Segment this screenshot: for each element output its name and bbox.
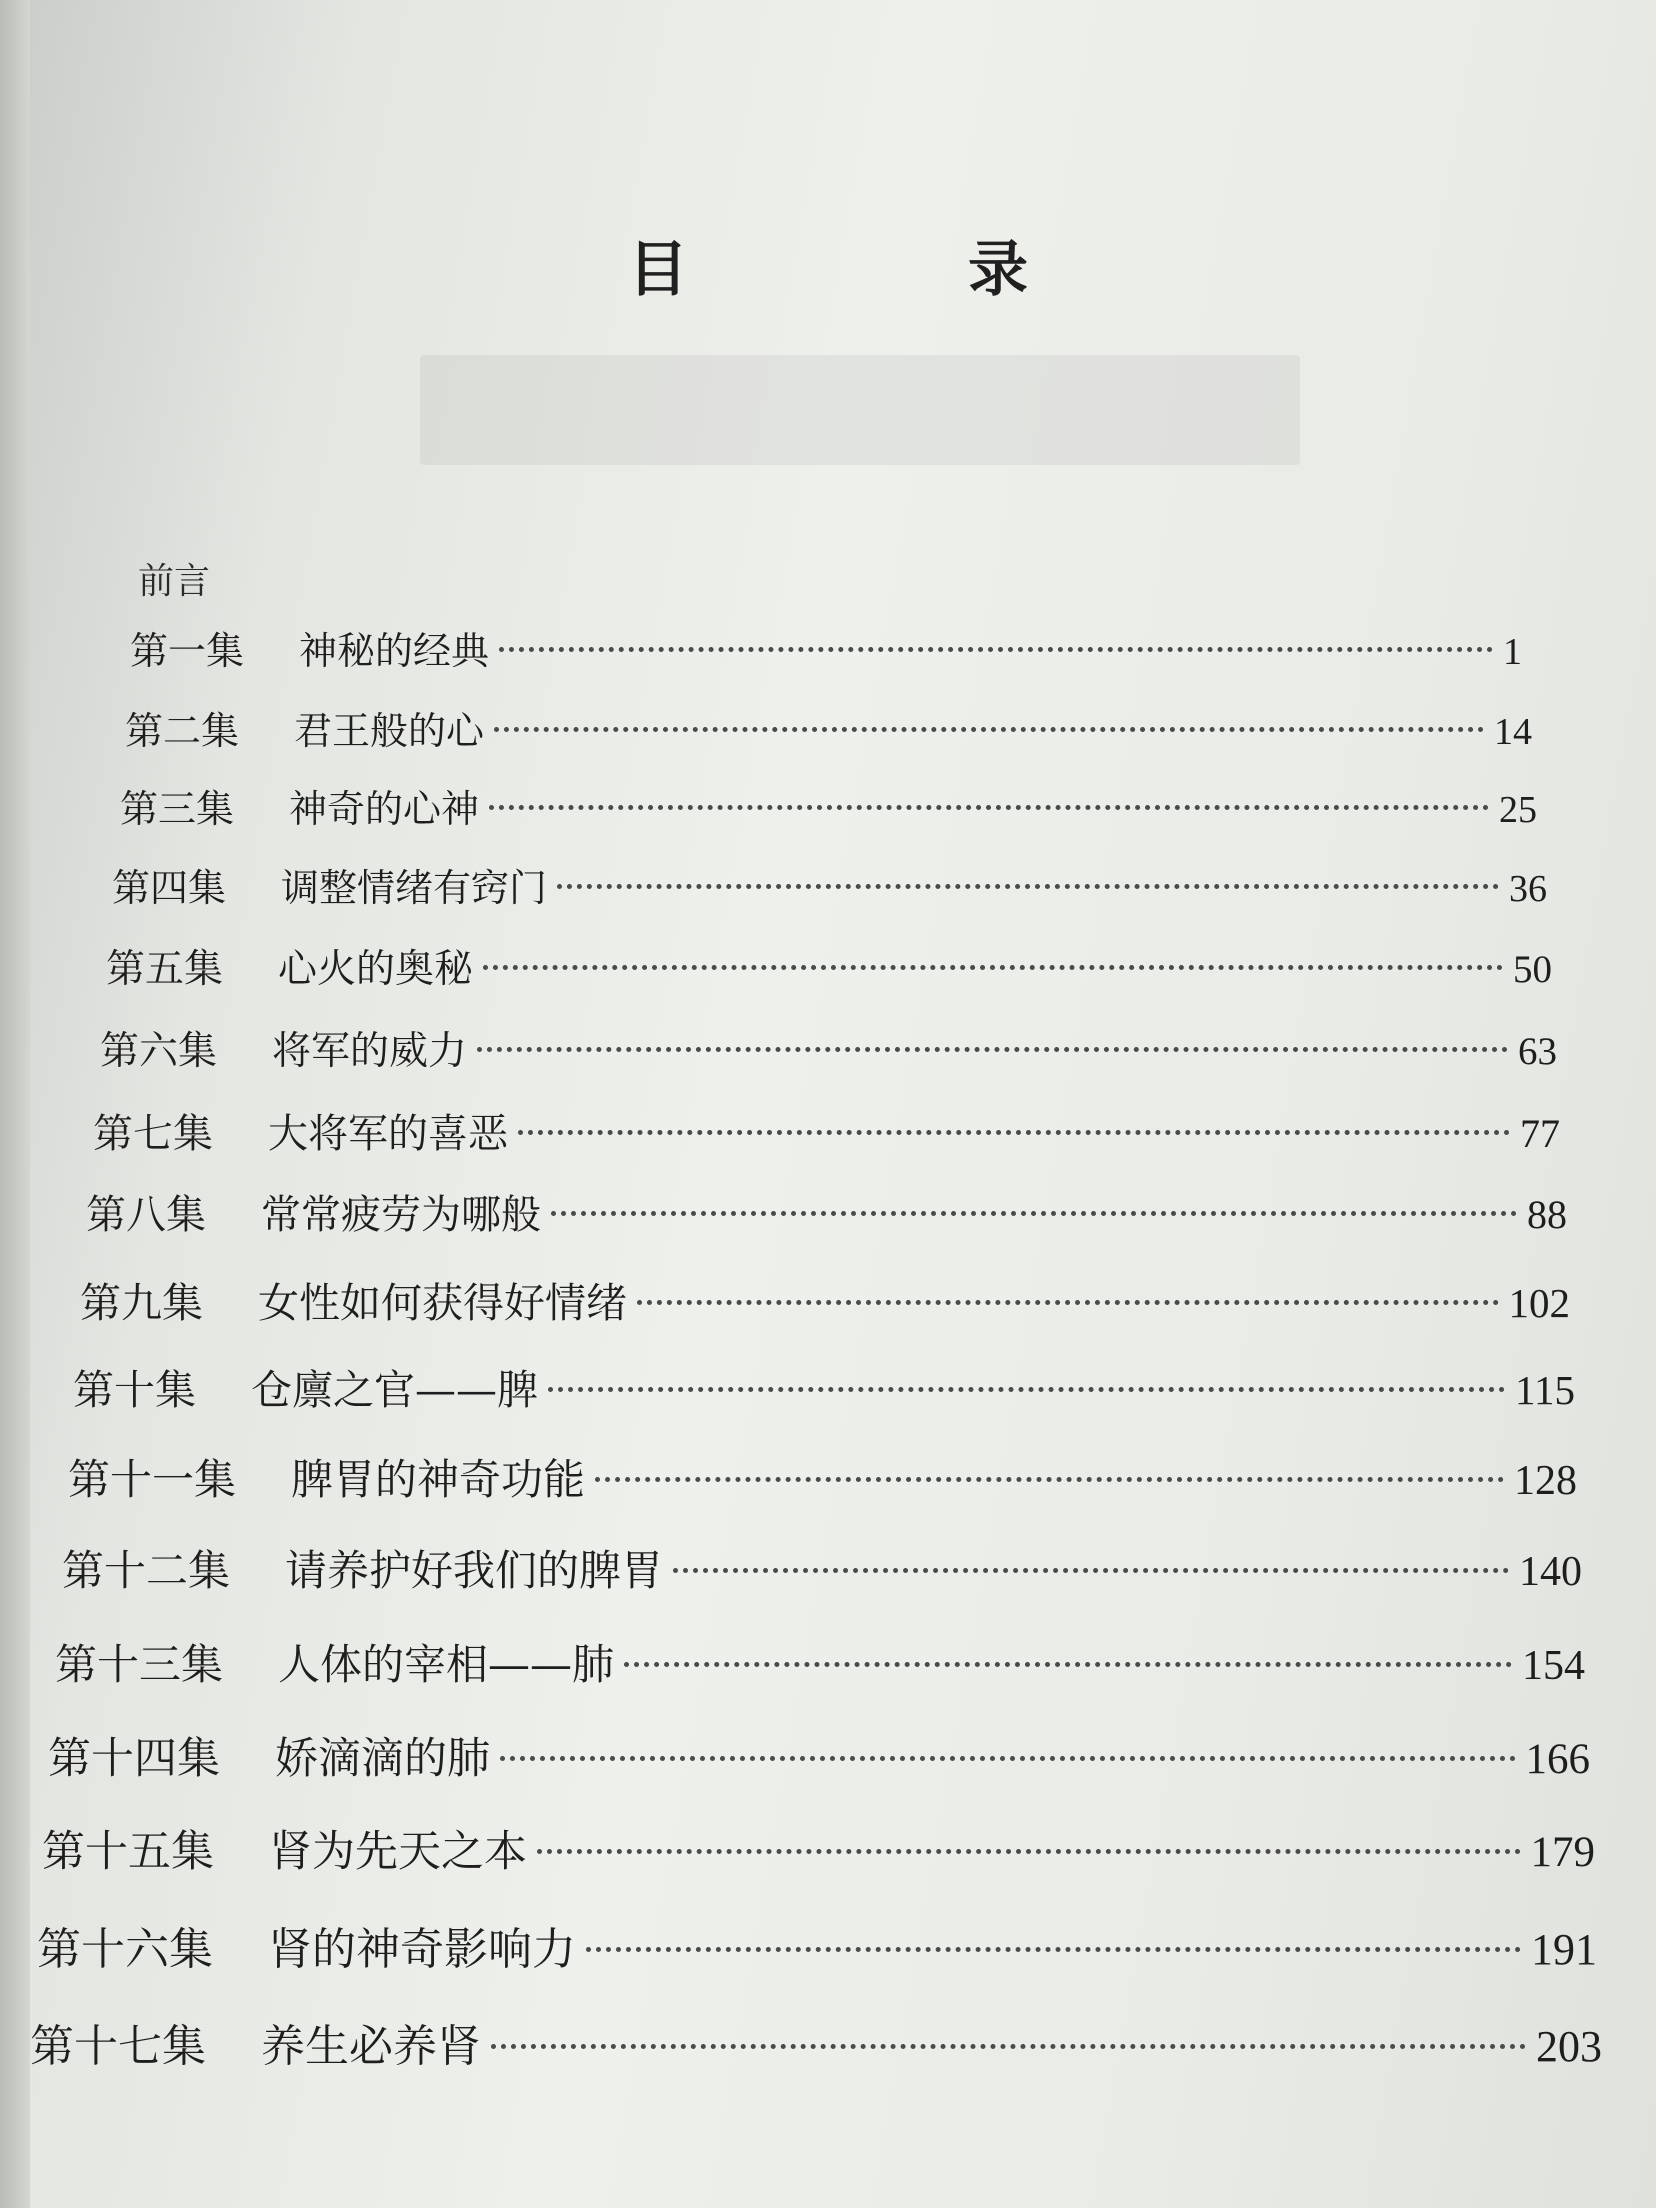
toc-entry (112, 857, 1547, 917)
toc-leader-dots (673, 1568, 1509, 1573)
toc-episode-number: 第十集 (73, 1366, 196, 1414)
toc-episode-number: 第二集 (125, 709, 240, 753)
toc-page-number: 63 (1518, 1030, 1557, 1073)
toc-page-number: 191 (1531, 1925, 1597, 1974)
toc-entry (48, 1725, 1590, 1785)
toc-episode-number: 第十六集 (37, 1924, 213, 1975)
toc-episode-number: 第六集 (100, 1029, 218, 1074)
toc-episode-title: 调整情绪有窍门 (281, 866, 548, 910)
toc-episode-number: 第一集 (130, 629, 245, 673)
toc-page-number: 115 (1515, 1367, 1575, 1413)
toc-episode-number: 第三集 (120, 787, 235, 831)
toc-page-number: 179 (1530, 1829, 1595, 1876)
toc-leader-dots (624, 1662, 1512, 1667)
toc-leader-dots (494, 727, 1484, 732)
toc-page-number: 50 (1513, 948, 1552, 991)
toc-leader-dots (595, 1477, 1504, 1482)
toc-leader-dots (483, 965, 1503, 970)
toc-entry (30, 2010, 1602, 2070)
toc-leader-dots (551, 1211, 1517, 1216)
toc-page-number: 102 (1508, 1280, 1570, 1326)
toc-episode-title: 肾的神奇影响力 (268, 1924, 576, 1975)
toc-page-number: 14 (1494, 711, 1532, 753)
toc-episode-number: 第十七集 (30, 2021, 206, 2072)
toc-leader-dots (500, 1756, 1516, 1761)
toc-page-number: 166 (1525, 1736, 1590, 1783)
toc-entry (37, 1913, 1597, 1973)
toc-entry (86, 1183, 1567, 1243)
bleed-through-text (420, 355, 1300, 465)
toc-entry (93, 1102, 1560, 1162)
toc-page-number: 88 (1527, 1192, 1567, 1237)
toc-episode-number: 第十五集 (42, 1827, 214, 1877)
toc-page-number: 36 (1509, 868, 1547, 910)
toc-leader-dots (637, 1300, 1499, 1305)
toc-episode-title: 大将军的喜恶 (268, 1111, 508, 1157)
toc-episode-title: 肾为先天之本 (269, 1827, 527, 1877)
toc-leader-dots (537, 1849, 1521, 1854)
toc-episode-title: 娇滴滴的肺 (275, 1734, 490, 1784)
toc-episode-title: 君王般的心 (294, 709, 485, 753)
toc-leader-dots (491, 2044, 1526, 2049)
toc-episode-title: 养生必养肾 (261, 2021, 481, 2072)
toc-episode-number: 第十一集 (68, 1455, 237, 1504)
toc-episode-title: 神奇的心神 (289, 787, 480, 831)
toc-leader-dots (489, 805, 1489, 810)
toc-leader-dots (518, 1130, 1510, 1135)
toc-episode-title: 将军的威力 (272, 1029, 468, 1074)
toc-episode-title: 神秘的经典 (299, 629, 490, 673)
toc-leader-dots (586, 1947, 1521, 1952)
toc-episode-title: 女性如何获得好情绪 (258, 1279, 627, 1327)
toc-preface: 前言 (138, 561, 211, 602)
toc-entry (100, 1020, 1557, 1080)
toc-episode-title: 请养护好我们的脾胃 (285, 1546, 664, 1595)
toc-leader-dots (557, 884, 1499, 889)
toc-entry (106, 938, 1552, 998)
toc-episode-title: 仓廪之官——脾 (251, 1366, 538, 1414)
toc-episode-number: 第四集 (112, 866, 227, 910)
toc-leader-dots (477, 1047, 1508, 1052)
toc-entry (130, 620, 1522, 680)
page-title: 目 录 (628, 235, 1138, 305)
toc-episode-number: 第十二集 (62, 1546, 231, 1595)
toc-episode-number: 第八集 (86, 1192, 206, 1238)
toc-leader-dots (548, 1387, 1505, 1392)
toc-entry (125, 700, 1532, 760)
toc-episode-title: 常常疲劳为哪般 (261, 1192, 541, 1238)
toc-episode-title: 人体的宰相——肺 (278, 1640, 615, 1689)
toc-page-number: 140 (1519, 1549, 1582, 1595)
toc-episode-number: 第十三集 (55, 1640, 224, 1689)
toc-page-number: 128 (1514, 1458, 1577, 1504)
toc-entry (80, 1270, 1570, 1330)
toc-entry (55, 1632, 1585, 1692)
page-edge-shadow (0, 0, 30, 2208)
toc-entry (73, 1357, 1575, 1417)
toc-entry (68, 1447, 1577, 1507)
toc-page-number: 77 (1520, 1111, 1560, 1156)
toc-episode-number: 第五集 (106, 947, 224, 992)
toc-page-number: 154 (1522, 1643, 1585, 1689)
toc-entry (42, 1818, 1595, 1878)
toc-episode-number: 第十四集 (48, 1734, 220, 1784)
toc-entry (120, 778, 1537, 838)
toc-episode-title: 脾胃的神奇功能 (291, 1455, 586, 1504)
toc-page-number: 203 (1536, 2022, 1602, 2071)
toc-episode-number: 第九集 (80, 1279, 203, 1327)
toc-entry (62, 1538, 1582, 1598)
toc-page-number: 25 (1499, 789, 1537, 831)
toc-episode-number: 第七集 (93, 1111, 213, 1157)
toc-episode-title: 心火的奥秘 (278, 947, 474, 992)
toc-leader-dots (499, 647, 1493, 652)
toc-page-number: 1 (1503, 631, 1522, 673)
